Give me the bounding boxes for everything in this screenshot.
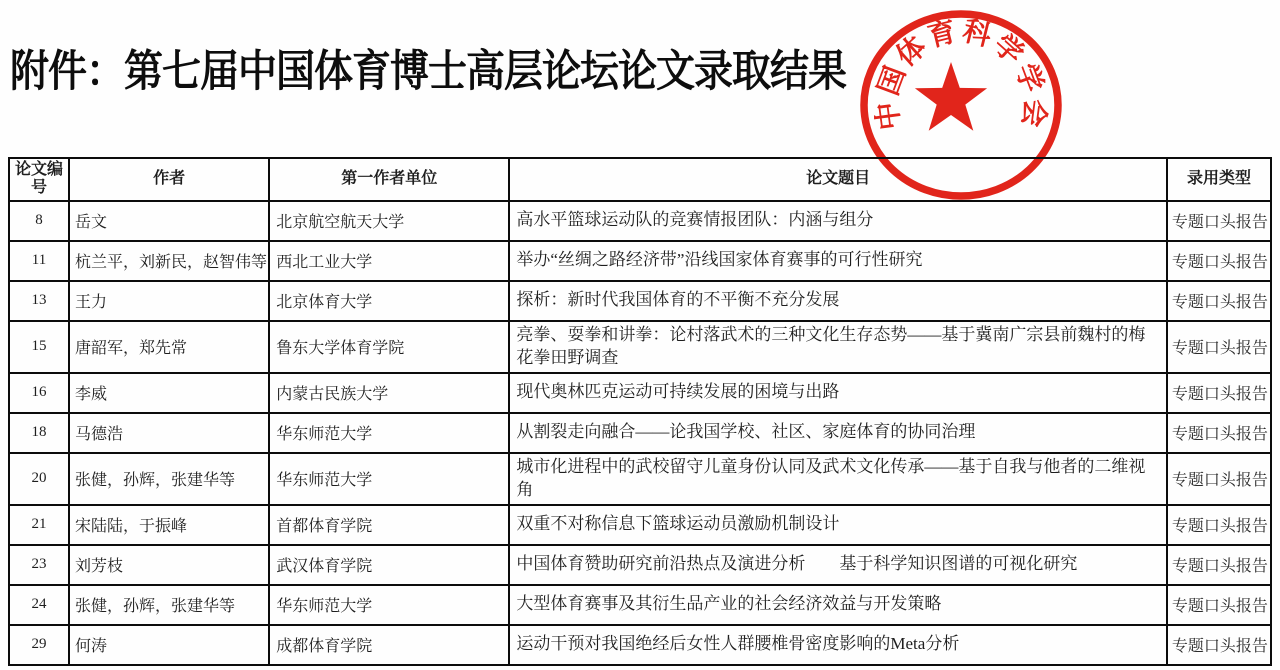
- institution-cell: 成都体育学院: [269, 625, 509, 665]
- paper-title-cell: 运动干预对我国绝经后女性人群腰椎骨密度影响的Meta分析: [509, 625, 1167, 665]
- authors-cell: 宋陆陆，于振峰: [69, 505, 269, 545]
- paper-id-cell: 11: [9, 241, 69, 281]
- institution-cell: 华东师范大学: [269, 585, 509, 625]
- acceptance-type-cell: 专题口头报告: [1167, 281, 1271, 321]
- paper-title-cell: 中国体育赞助研究前沿热点及演进分析 基于科学知识图谱的可视化研究: [509, 545, 1167, 585]
- authors-cell: 张健，孙辉，张建华等: [69, 453, 269, 505]
- paper-id-cell: 15: [9, 321, 69, 373]
- authors-cell: 唐韶军，郑先常: [69, 321, 269, 373]
- header-paper-id: 论文编号: [9, 158, 69, 201]
- paper-id-cell: 20: [9, 453, 69, 505]
- acceptance-type-cell: 专题口头报告: [1167, 413, 1271, 453]
- table-row: [9, 241, 1271, 281]
- seal-text: 中国体育科学学会: [870, 14, 1052, 132]
- table-row: [9, 321, 1271, 373]
- institution-cell: 内蒙古民族大学: [269, 373, 509, 413]
- page-title: 附件：第七届中国体育博士高层论坛论文录取结果: [10, 47, 847, 96]
- acceptance-type-cell: 专题口头报告: [1167, 241, 1271, 281]
- acceptance-type-cell: 专题口头报告: [1167, 373, 1271, 413]
- acceptance-type-cell: 专题口头报告: [1167, 321, 1271, 373]
- table-header-row: [9, 158, 1271, 201]
- paper-title-cell: 高水平篮球运动队的竞赛情报团队：内涵与组分: [509, 201, 1167, 241]
- paper-id-cell: 23: [9, 545, 69, 585]
- institution-cell: 武汉体育学院: [269, 545, 509, 585]
- paper-title-cell: 探析：新时代我国体育的不平衡不充分发展: [509, 281, 1167, 321]
- star-icon: [915, 62, 987, 131]
- authors-cell: 何涛: [69, 625, 269, 665]
- acceptance-type-cell: 专题口头报告: [1167, 201, 1271, 241]
- table-row: [9, 281, 1271, 321]
- authors-cell: 王力: [69, 281, 269, 321]
- institution-cell: 北京航空航天大学: [269, 201, 509, 241]
- acceptance-type-cell: 专题口头报告: [1167, 505, 1271, 545]
- paper-id-cell: 18: [9, 413, 69, 453]
- institution-cell: 西北工业大学: [269, 241, 509, 281]
- paper-id-cell: 29: [9, 625, 69, 665]
- header-paper-title: 论文题目: [509, 158, 1167, 201]
- acceptance-type-cell: 专题口头报告: [1167, 453, 1271, 505]
- paper-title-cell: 举办“丝绸之路经济带”沿线国家体育赛事的可行性研究: [509, 241, 1167, 281]
- paper-title-cell: 城市化进程中的武校留守儿童身份认同及武术文化传承——基于自我与他者的二维视角: [509, 453, 1167, 505]
- paper-id-cell: 8: [9, 201, 69, 241]
- institution-cell: 华东师范大学: [269, 413, 509, 453]
- table-row: [9, 545, 1271, 585]
- header-authors: 作者: [69, 158, 269, 201]
- paper-title-cell: 现代奥林匹克运动可持续发展的困境与出路: [509, 373, 1167, 413]
- paper-id-cell: 13: [9, 281, 69, 321]
- table-row: [9, 625, 1271, 665]
- paper-title-cell: 大型体育赛事及其衍生品产业的社会经济效益与开发策略: [509, 585, 1167, 625]
- authors-cell: 张健，孙辉，张建华等: [69, 585, 269, 625]
- acceptance-type-cell: 专题口头报告: [1167, 585, 1271, 625]
- header-acceptance-type: 录用类型: [1167, 158, 1271, 201]
- paper-title-cell: 亮拳、耍拳和讲拳：论村落武术的三种文化生存态势——基于冀南广宗县前魏村的梅花拳田野调查: [509, 321, 1167, 373]
- authors-cell: 马德浩: [69, 413, 269, 453]
- table-row: [9, 201, 1271, 241]
- paper-id-cell: 21: [9, 505, 69, 545]
- paper-id-cell: 16: [9, 373, 69, 413]
- acceptance-type-cell: 专题口头报告: [1167, 545, 1271, 585]
- institution-cell: 首都体育学院: [269, 505, 509, 545]
- acceptance-type-cell: 专题口头报告: [1167, 625, 1271, 665]
- paper-title-cell: 双重不对称信息下篮球运动员激励机制设计: [509, 505, 1167, 545]
- header-institution: 第一作者单位: [269, 158, 509, 201]
- authors-cell: 岳文: [69, 201, 269, 241]
- table-row: [9, 373, 1271, 413]
- paper-id-cell: 24: [9, 585, 69, 625]
- authors-cell: 李威: [69, 373, 269, 413]
- authors-cell: 刘芳枝: [69, 545, 269, 585]
- table-row: [9, 585, 1271, 625]
- table-row: [9, 453, 1271, 505]
- table-row: [9, 413, 1271, 453]
- authors-cell: 杭兰平，刘新民，赵智伟等: [69, 241, 269, 281]
- institution-cell: 华东师范大学: [269, 453, 509, 505]
- paper-title-cell: 从割裂走向融合——论我国学校、社区、家庭体育的协同治理: [509, 413, 1167, 453]
- institution-cell: 鲁东大学体育学院: [269, 321, 509, 373]
- institution-cell: 北京体育大学: [269, 281, 509, 321]
- results-table: [8, 157, 1272, 666]
- table-row: [9, 505, 1271, 545]
